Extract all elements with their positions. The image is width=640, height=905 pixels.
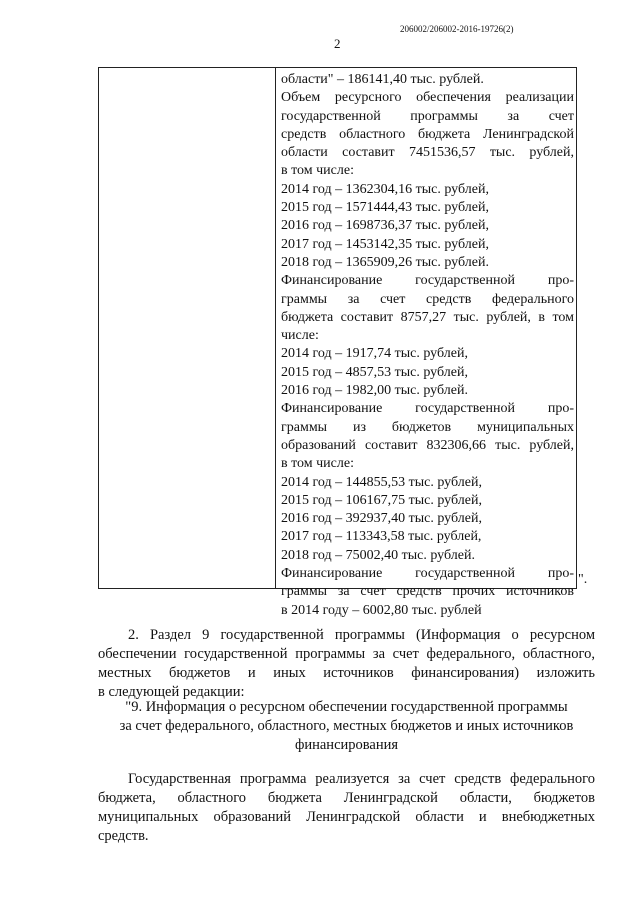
table-line: 2014 год – 1917,74 тыс. рублей, — [281, 346, 468, 362]
table-line: в том числе: — [281, 163, 354, 179]
section9_text-line: средств. — [98, 828, 149, 844]
table-line: в том числе: — [281, 456, 354, 472]
table-line: граммы за счет средств прочих источников — [281, 584, 574, 600]
table-line: граммы из бюджетов муниципальных — [281, 419, 574, 435]
table-line: государственной программы за счет — [281, 108, 574, 124]
section9_text-line: муниципальных образований Ленинградской области и внебюджетных — [98, 809, 595, 825]
table-line: 2014 год – 1362304,16 тыс. рублей, — [281, 181, 489, 197]
section9_text-line: Государственная программа реализуется за счет средств федерального — [128, 771, 595, 787]
section-2-paragraph — [98, 626, 595, 702]
table-line: Финансирование государственной про- — [281, 273, 574, 289]
document-id: 206002/206002-2016-19726(2) — [400, 24, 514, 34]
table-line: в 2014 году – 6002,80 тыс. рублей — [281, 602, 482, 618]
section9_heading-line: "9. Информация о ресурсном обеспечении государственной программы — [125, 699, 568, 715]
section2-line: 2. Раздел 9 государственной программы (Информация о ресурсном — [128, 627, 595, 643]
table-line: Финансирование государственной про- — [281, 401, 574, 417]
table-line: 2014 год – 144855,53 тыс. рублей, — [281, 474, 482, 490]
section2-line: в следующей редакции: — [98, 684, 245, 700]
table-line: 2015 год – 106167,75 тыс. рублей, — [281, 492, 482, 508]
table-line: 2018 год – 1365909,26 тыс. рублей. — [281, 254, 489, 270]
section2-line: обеспечении государственной программы за счет федерального, областного, — [98, 646, 595, 662]
table-cell-text — [281, 71, 574, 620]
section9_heading-line: за счет федерального, областного, местных бюджетов и иных источников — [119, 718, 574, 734]
funding-table — [98, 67, 577, 618]
table-line: 2016 год – 392937,40 тыс. рублей, — [281, 511, 482, 527]
table-line: 2018 год – 75002,40 тыс. рублей. — [281, 547, 475, 563]
table-line: 2016 год – 1698736,37 тыс. рублей, — [281, 218, 489, 234]
table-line: бюджета составит 8757,27 тыс. рублей, в том — [281, 309, 574, 325]
section9_text-line: бюджета, областного бюджета Ленинградской области, бюджетов — [98, 790, 595, 806]
page-number: 2 — [334, 36, 341, 51]
table-line: 2017 год – 1453142,35 тыс. рублей, — [281, 236, 489, 252]
table-line: Объем ресурсного обеспечения реализации — [281, 90, 574, 106]
table-line: 2017 год – 113343,58 тыс. рублей, — [281, 529, 482, 545]
table-line: области" – 186141,40 тыс. рублей. — [281, 72, 484, 87]
table-line: 2015 год – 1571444,43 тыс. рублей, — [281, 200, 489, 216]
table-line: образований составит 832306,66 тыс. рублей, — [281, 437, 574, 453]
table-line: средств областного бюджета Ленинградской — [281, 126, 574, 142]
table-line: 2016 год – 1982,00 тыс. рублей. — [281, 383, 468, 399]
section2-line: местных бюджетов и иных источников финансирования) изложить — [98, 665, 595, 681]
table-line: области составит 7451536,57 тыс. рублей, — [281, 145, 574, 161]
table-line: Финансирование государственной про- — [281, 566, 574, 582]
section-9-heading — [98, 698, 595, 755]
table-closing-quote: ". — [578, 572, 588, 587]
table-line: граммы за счет средств федерального — [281, 291, 574, 307]
table-column-divider — [275, 68, 276, 588]
table-line: числе: — [281, 328, 319, 344]
section9_heading-line: финансирования — [294, 737, 399, 753]
section-9-paragraph — [98, 770, 595, 846]
table-line: 2015 год – 4857,53 тыс. рублей, — [281, 364, 468, 380]
